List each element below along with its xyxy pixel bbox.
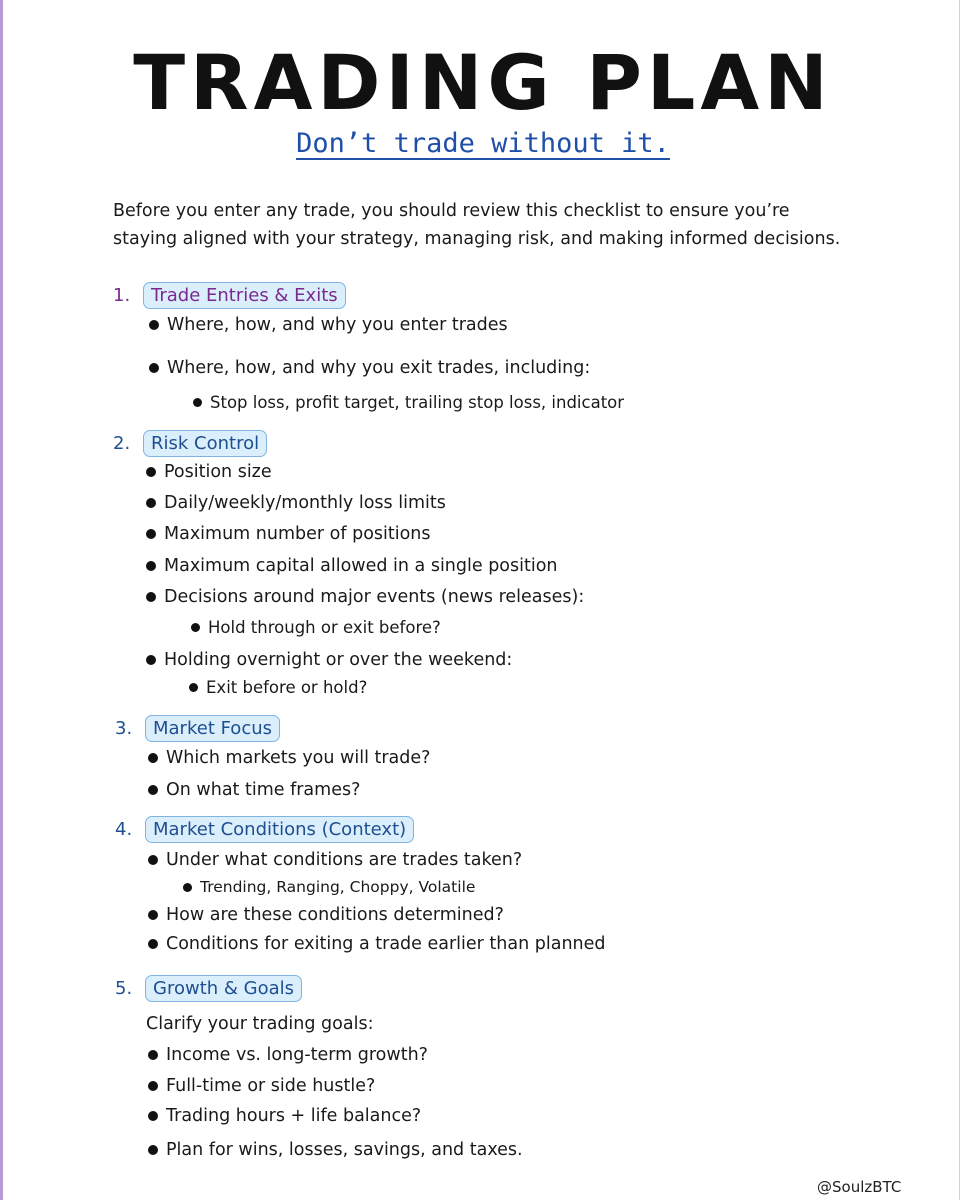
section-5-number: 5. bbox=[115, 978, 133, 999]
section-4-label: Market Conditions (Context) bbox=[145, 816, 414, 843]
bullet-icon bbox=[148, 855, 158, 865]
list-subitem bbox=[191, 618, 441, 637]
bullet-icon bbox=[146, 467, 156, 477]
intro-line-1: Before you enter any trade, you should review this checklist to ensure you’re bbox=[113, 201, 790, 221]
section-3-heading bbox=[115, 715, 280, 742]
list-item-text: Where, how, and why you enter trades bbox=[167, 315, 508, 335]
list-item-text: Decisions around major events (news releases): bbox=[164, 587, 585, 607]
list-item-text: Under what conditions are trades taken? bbox=[166, 850, 523, 870]
bullet-icon bbox=[146, 561, 156, 571]
intro-line-2: staying aligned with your strategy, managing risk, and making informed decisions. bbox=[113, 229, 841, 249]
list-item bbox=[146, 524, 431, 544]
page-subtitle bbox=[3, 128, 960, 159]
section-4-number: 4. bbox=[115, 819, 133, 840]
list-item bbox=[149, 358, 590, 378]
list-item-text: Plan for wins, losses, savings, and taxes. bbox=[166, 1140, 523, 1160]
bullet-icon bbox=[148, 753, 158, 763]
list-subitem bbox=[189, 678, 367, 697]
list-item bbox=[146, 462, 272, 482]
bullet-icon bbox=[183, 883, 192, 892]
section-2-number: 2. bbox=[113, 433, 131, 454]
section-4-heading bbox=[115, 816, 414, 843]
list-item-text: Maximum number of positions bbox=[164, 524, 431, 544]
list-item-text: Trading hours + life balance? bbox=[166, 1106, 422, 1126]
bullet-icon bbox=[146, 655, 156, 665]
bullet-icon bbox=[146, 498, 156, 508]
list-item-text: Exit before or hold? bbox=[206, 678, 368, 697]
section-2-heading bbox=[113, 430, 267, 457]
list-item-text: Hold through or exit before? bbox=[208, 618, 441, 637]
section-1-number: 1. bbox=[113, 285, 131, 306]
list-item bbox=[146, 650, 512, 670]
bullet-icon bbox=[191, 623, 200, 632]
section-1-label: Trade Entries & Exits bbox=[143, 282, 346, 309]
list-item bbox=[148, 1106, 421, 1126]
list-item bbox=[148, 850, 522, 870]
bullet-icon bbox=[146, 529, 156, 539]
bullet-icon bbox=[148, 1145, 158, 1155]
list-item bbox=[146, 587, 584, 607]
bullet-icon bbox=[149, 320, 159, 330]
page-title: TRADING PLAN bbox=[133, 38, 833, 127]
list-subitem bbox=[183, 878, 475, 896]
bullet-icon bbox=[193, 398, 202, 407]
list-item bbox=[148, 748, 430, 768]
list-item bbox=[148, 1045, 428, 1065]
section-5-intro: Clarify your trading goals: bbox=[146, 1014, 374, 1034]
bullet-icon bbox=[146, 592, 156, 602]
section-5-heading bbox=[115, 975, 302, 1002]
list-item-text: Daily/weekly/monthly loss limits bbox=[164, 493, 446, 513]
list-item bbox=[146, 493, 446, 513]
section-3-label: Market Focus bbox=[145, 715, 280, 742]
list-item-text: Stop loss, profit target, trailing stop loss, indicator bbox=[210, 393, 625, 412]
bullet-icon bbox=[148, 1050, 158, 1060]
list-item-text: Conditions for exiting a trade earlier than planned bbox=[166, 934, 606, 954]
bullet-icon bbox=[148, 785, 158, 795]
list-item-text: Holding overnight or over the weekend: bbox=[164, 650, 513, 670]
section-2-label: Risk Control bbox=[143, 430, 267, 457]
list-item-text: Full-time or side hustle? bbox=[166, 1076, 376, 1096]
bullet-icon bbox=[149, 363, 159, 373]
bullet-icon bbox=[148, 910, 158, 920]
list-item-text: Position size bbox=[164, 462, 272, 482]
section-1-heading bbox=[113, 282, 346, 309]
list-item-text: On what time frames? bbox=[166, 780, 361, 800]
list-item bbox=[148, 1076, 375, 1096]
list-subitem bbox=[193, 393, 624, 412]
list-item-text: Where, how, and why you exit trades, including: bbox=[167, 358, 591, 378]
bullet-icon bbox=[148, 1111, 158, 1121]
bullet-icon bbox=[189, 683, 198, 692]
section-5-label: Growth & Goals bbox=[145, 975, 302, 1002]
list-item bbox=[146, 556, 558, 576]
list-item bbox=[148, 1140, 523, 1160]
list-item-text: Trending, Ranging, Choppy, Volatile bbox=[200, 878, 476, 896]
list-item bbox=[148, 905, 504, 925]
list-item bbox=[148, 934, 606, 954]
subtitle-text: Don’t trade without it. bbox=[296, 128, 670, 159]
bullet-icon bbox=[148, 939, 158, 949]
list-item-text: Income vs. long-term growth? bbox=[166, 1045, 428, 1065]
section-3-number: 3. bbox=[115, 718, 133, 739]
list-item bbox=[149, 315, 508, 335]
list-item-text: Maximum capital allowed in a single position bbox=[164, 556, 558, 576]
intro-paragraph bbox=[113, 197, 933, 253]
list-item bbox=[148, 780, 360, 800]
list-item-text: Which markets you will trade? bbox=[166, 748, 431, 768]
list-item-text: How are these conditions determined? bbox=[166, 905, 504, 925]
author-handle: @SoulzBTC bbox=[817, 1178, 902, 1196]
bullet-icon bbox=[148, 1081, 158, 1091]
